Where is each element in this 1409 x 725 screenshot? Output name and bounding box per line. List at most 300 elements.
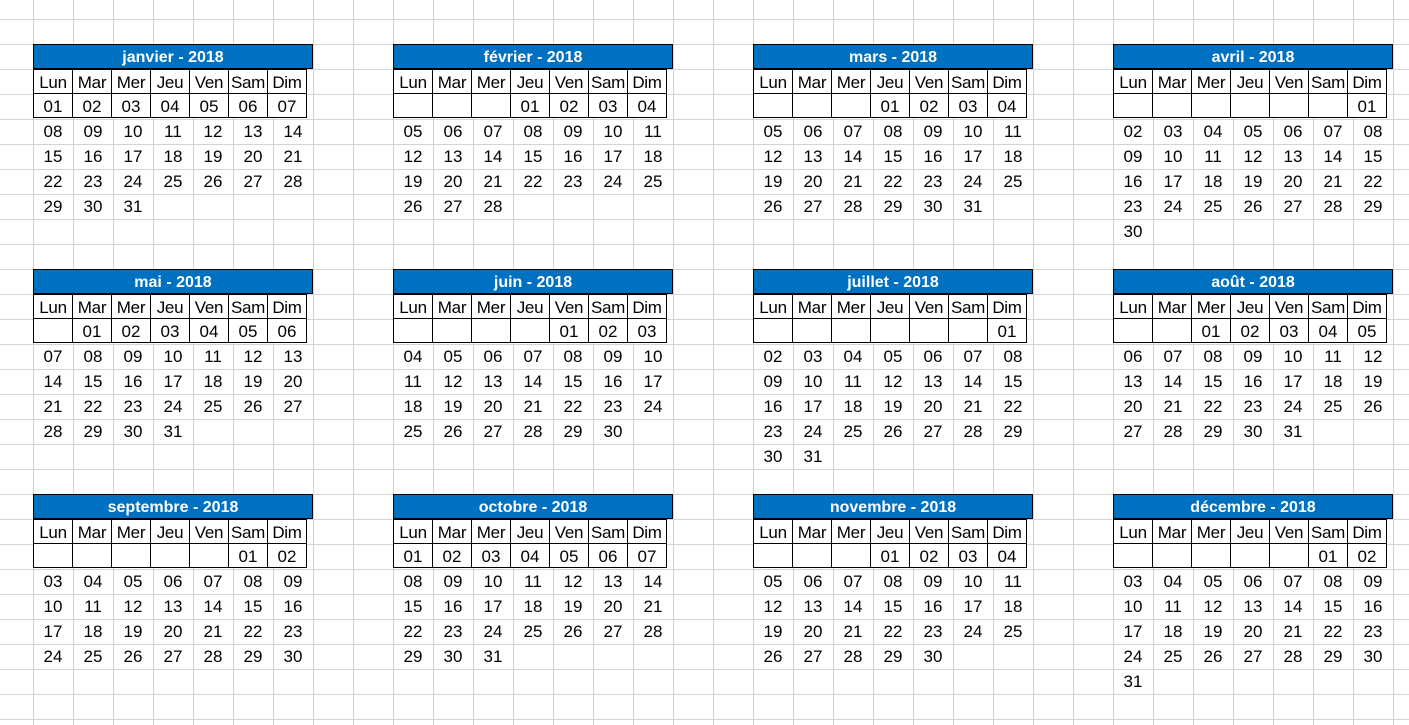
day-cell[interactable]: 22 [1203, 397, 1223, 416]
day-cell[interactable]: 07 [627, 543, 667, 568]
day-cell[interactable] [633, 419, 673, 444]
day-cell[interactable] [753, 93, 793, 118]
day-cell[interactable]: 10 [963, 122, 983, 141]
weekday-header-cell[interactable]: Jeu [870, 69, 910, 94]
day-cell[interactable]: 18 [1203, 172, 1223, 191]
day-cell[interactable]: 16 [1123, 172, 1143, 191]
day-cell[interactable]: 09 [763, 372, 783, 391]
day-cell[interactable] [1269, 543, 1309, 568]
day-cell[interactable]: 27 [163, 647, 183, 666]
day-cell[interactable]: 07 [1283, 572, 1303, 591]
day-cell[interactable]: 25 [163, 172, 183, 191]
day-cell[interactable] [953, 444, 993, 469]
weekday-header-cell[interactable]: Ven [1269, 294, 1309, 319]
day-cell[interactable] [953, 644, 993, 669]
weekday-header-cell[interactable]: Sam [948, 69, 988, 94]
month-title[interactable]: septembre - 2018 [33, 494, 313, 519]
day-cell[interactable]: 19 [203, 147, 223, 166]
day-cell[interactable] [153, 444, 193, 469]
day-cell[interactable]: 01 [393, 543, 433, 568]
day-cell[interactable] [593, 219, 633, 244]
day-cell[interactable] [393, 444, 433, 469]
day-cell[interactable]: 11 [1164, 597, 1182, 616]
day-cell[interactable] [233, 444, 273, 469]
day-cell[interactable]: 08 [403, 572, 423, 591]
day-cell[interactable]: 03 [1163, 122, 1183, 141]
day-cell[interactable]: 23 [563, 172, 583, 191]
day-cell[interactable] [153, 194, 193, 219]
day-cell[interactable] [993, 669, 1033, 694]
day-cell[interactable] [870, 318, 910, 343]
day-cell[interactable]: 06 [228, 93, 268, 118]
month-title[interactable]: août - 2018 [1113, 269, 1393, 294]
day-cell[interactable]: 03 [1123, 572, 1143, 591]
day-cell[interactable]: 15 [1003, 372, 1023, 391]
day-cell[interactable]: 05 [189, 93, 229, 118]
month-title[interactable]: mars - 2018 [753, 44, 1033, 69]
day-cell[interactable]: 12 [123, 597, 143, 616]
day-cell[interactable]: 15 [1323, 597, 1343, 616]
weekday-header-cell[interactable]: Jeu [1230, 519, 1270, 544]
day-cell[interactable]: 12 [763, 147, 783, 166]
day-cell[interactable]: 18 [1003, 147, 1023, 166]
weekday-header-cell[interactable]: Mar [432, 519, 472, 544]
day-cell[interactable] [513, 644, 553, 669]
weekday-header-cell[interactable]: Mer [831, 519, 871, 544]
day-cell[interactable] [993, 644, 1033, 669]
weekday-header-cell[interactable]: Jeu [510, 69, 550, 94]
day-cell[interactable] [471, 93, 511, 118]
weekday-header-cell[interactable]: Mer [111, 69, 151, 94]
day-cell[interactable] [753, 543, 793, 568]
day-cell[interactable]: 01 [1347, 93, 1387, 118]
weekday-header-cell[interactable]: Ven [549, 519, 589, 544]
day-cell[interactable]: 27 [283, 397, 303, 416]
day-cell[interactable]: 20 [803, 622, 823, 641]
day-cell[interactable]: 29 [1003, 422, 1023, 441]
day-cell[interactable]: 03 [111, 93, 151, 118]
weekday-header-cell[interactable]: Lun [1113, 69, 1153, 94]
day-cell[interactable] [111, 543, 151, 568]
day-cell[interactable] [913, 444, 953, 469]
month-title[interactable]: mai - 2018 [33, 269, 313, 294]
day-cell[interactable] [793, 669, 833, 694]
day-cell[interactable] [993, 219, 1033, 244]
weekday-header-cell[interactable]: Sam [588, 519, 628, 544]
day-cell[interactable]: 09 [123, 347, 143, 366]
day-cell[interactable]: 19 [403, 172, 423, 191]
day-cell[interactable]: 23 [923, 172, 943, 191]
month-title[interactable]: décembre - 2018 [1113, 494, 1393, 519]
day-cell[interactable] [513, 669, 553, 694]
day-cell[interactable]: 20 [1123, 397, 1143, 416]
day-cell[interactable]: 17 [483, 597, 503, 616]
day-cell[interactable]: 23 [923, 622, 943, 641]
weekday-header-cell[interactable]: Jeu [1230, 294, 1270, 319]
day-cell[interactable] [1152, 318, 1192, 343]
day-cell[interactable]: 13 [803, 597, 823, 616]
day-cell[interactable] [73, 219, 113, 244]
day-cell[interactable]: 17 [43, 622, 63, 641]
day-cell[interactable]: 04 [150, 93, 190, 118]
day-cell[interactable]: 28 [1283, 647, 1303, 666]
day-cell[interactable]: 07 [1163, 347, 1183, 366]
day-cell[interactable] [1353, 219, 1393, 244]
day-cell[interactable] [273, 419, 313, 444]
day-cell[interactable] [433, 444, 473, 469]
weekday-header-cell[interactable]: Sam [228, 519, 268, 544]
month-title[interactable]: octobre - 2018 [393, 494, 673, 519]
day-cell[interactable]: 28 [963, 422, 983, 441]
weekday-header-cell[interactable]: Mer [111, 294, 151, 319]
day-cell[interactable]: 06 [267, 318, 307, 343]
day-cell[interactable]: 14 [203, 597, 223, 616]
month-title[interactable]: novembre - 2018 [753, 494, 1033, 519]
day-cell[interactable] [1273, 219, 1313, 244]
day-cell[interactable]: 04 [510, 543, 550, 568]
day-cell[interactable] [513, 444, 553, 469]
day-cell[interactable]: 22 [83, 397, 103, 416]
month-title[interactable]: avril - 2018 [1113, 44, 1393, 69]
day-cell[interactable] [1233, 219, 1273, 244]
day-cell[interactable]: 09 [443, 572, 463, 591]
day-cell[interactable] [593, 194, 633, 219]
day-cell[interactable]: 17 [963, 147, 983, 166]
weekday-header-cell[interactable]: Sam [588, 69, 628, 94]
day-cell[interactable]: 11 [1004, 122, 1022, 141]
day-cell[interactable]: 16 [563, 147, 583, 166]
day-cell[interactable]: 04 [1308, 318, 1348, 343]
weekday-header-cell[interactable]: Ven [1269, 69, 1309, 94]
day-cell[interactable]: 19 [1363, 372, 1383, 391]
day-cell[interactable]: 31 [1123, 672, 1143, 691]
day-cell[interactable] [633, 644, 673, 669]
day-cell[interactable] [553, 644, 593, 669]
day-cell[interactable]: 26 [403, 197, 423, 216]
day-cell[interactable] [833, 444, 873, 469]
day-cell[interactable]: 29 [1323, 647, 1343, 666]
day-cell[interactable]: 21 [843, 622, 863, 641]
day-cell[interactable] [953, 219, 993, 244]
day-cell[interactable] [1113, 543, 1153, 568]
day-cell[interactable] [33, 318, 73, 343]
day-cell[interactable]: 14 [1283, 597, 1303, 616]
day-cell[interactable] [432, 318, 472, 343]
day-cell[interactable]: 18 [643, 147, 663, 166]
weekday-header-cell[interactable]: Ven [189, 519, 229, 544]
weekday-header-cell[interactable]: Mer [111, 519, 151, 544]
day-cell[interactable]: 29 [243, 647, 263, 666]
weekday-header-cell[interactable]: Mer [831, 69, 871, 94]
day-cell[interactable]: 20 [1243, 622, 1263, 641]
day-cell[interactable]: 01 [510, 93, 550, 118]
day-cell[interactable]: 13 [1123, 372, 1143, 391]
day-cell[interactable]: 12 [1203, 597, 1223, 616]
day-cell[interactable]: 02 [1347, 543, 1387, 568]
day-cell[interactable]: 10 [1283, 347, 1303, 366]
day-cell[interactable]: 16 [763, 397, 783, 416]
weekday-header-cell[interactable]: Jeu [870, 519, 910, 544]
day-cell[interactable] [33, 219, 73, 244]
day-cell[interactable]: 02 [909, 93, 949, 118]
day-cell[interactable]: 31 [123, 197, 143, 216]
day-cell[interactable]: 22 [1003, 397, 1023, 416]
day-cell[interactable]: 30 [923, 647, 943, 666]
day-cell[interactable]: 16 [123, 372, 143, 391]
day-cell[interactable] [1191, 93, 1231, 118]
day-cell[interactable]: 09 [283, 572, 303, 591]
day-cell[interactable]: 02 [1230, 318, 1270, 343]
day-cell[interactable]: 19 [763, 172, 783, 191]
day-cell[interactable] [513, 219, 553, 244]
day-cell[interactable]: 01 [1191, 318, 1231, 343]
day-cell[interactable]: 22 [523, 172, 543, 191]
day-cell[interactable] [1113, 444, 1153, 469]
day-cell[interactable]: 28 [843, 197, 863, 216]
day-cell[interactable]: 26 [763, 647, 783, 666]
day-cell[interactable]: 25 [1203, 197, 1223, 216]
day-cell[interactable]: 05 [1243, 122, 1263, 141]
weekday-header-cell[interactable]: Jeu [510, 519, 550, 544]
weekday-header-cell[interactable]: Mer [1191, 69, 1231, 94]
day-cell[interactable]: 03 [43, 572, 63, 591]
weekday-header-cell[interactable]: Dim [267, 294, 307, 319]
day-cell[interactable]: 25 [1003, 172, 1023, 191]
day-cell[interactable]: 23 [83, 172, 103, 191]
weekday-header-cell[interactable]: Ven [549, 294, 589, 319]
day-cell[interactable]: 28 [843, 647, 863, 666]
day-cell[interactable]: 07 [843, 572, 863, 591]
day-cell[interactable] [393, 318, 433, 343]
day-cell[interactable]: 20 [283, 372, 303, 391]
day-cell[interactable] [113, 219, 153, 244]
day-cell[interactable] [193, 419, 233, 444]
day-cell[interactable] [873, 669, 913, 694]
day-cell[interactable]: 30 [83, 197, 103, 216]
day-cell[interactable]: 05 [443, 347, 463, 366]
day-cell[interactable] [193, 194, 233, 219]
day-cell[interactable]: 17 [603, 147, 623, 166]
day-cell[interactable]: 02 [549, 93, 589, 118]
day-cell[interactable]: 13 [1243, 597, 1263, 616]
day-cell[interactable]: 04 [83, 572, 103, 591]
day-cell[interactable] [593, 444, 633, 469]
day-cell[interactable]: 05 [763, 572, 783, 591]
day-cell[interactable] [1313, 444, 1353, 469]
day-cell[interactable] [113, 444, 153, 469]
day-cell[interactable] [1153, 219, 1193, 244]
day-cell[interactable] [189, 543, 229, 568]
day-cell[interactable]: 07 [963, 347, 983, 366]
day-cell[interactable]: 01 [33, 93, 73, 118]
day-cell[interactable]: 19 [1243, 172, 1263, 191]
day-cell[interactable]: 10 [483, 572, 503, 591]
day-cell[interactable]: 17 [1163, 172, 1183, 191]
weekday-header-cell[interactable]: Sam [228, 69, 268, 94]
day-cell[interactable]: 26 [123, 647, 143, 666]
day-cell[interactable]: 14 [963, 372, 983, 391]
day-cell[interactable]: 17 [123, 147, 143, 166]
day-cell[interactable] [73, 444, 113, 469]
weekday-header-cell[interactable]: Mar [792, 519, 832, 544]
day-cell[interactable] [913, 669, 953, 694]
day-cell[interactable]: 30 [123, 422, 143, 441]
day-cell[interactable]: 21 [203, 622, 223, 641]
day-cell[interactable]: 06 [588, 543, 628, 568]
day-cell[interactable] [433, 669, 473, 694]
day-cell[interactable]: 13 [283, 347, 303, 366]
day-cell[interactable]: 13 [443, 147, 463, 166]
day-cell[interactable]: 13 [483, 372, 503, 391]
day-cell[interactable]: 04 [987, 543, 1027, 568]
day-cell[interactable]: 29 [563, 422, 583, 441]
day-cell[interactable]: 30 [1243, 422, 1263, 441]
day-cell[interactable]: 28 [1163, 422, 1183, 441]
day-cell[interactable] [1230, 543, 1270, 568]
day-cell[interactable]: 18 [1003, 597, 1023, 616]
day-cell[interactable] [633, 219, 673, 244]
day-cell[interactable] [433, 219, 473, 244]
weekday-header-cell[interactable]: Lun [753, 519, 793, 544]
day-cell[interactable]: 06 [163, 572, 183, 591]
day-cell[interactable] [1308, 93, 1348, 118]
day-cell[interactable] [273, 194, 313, 219]
day-cell[interactable]: 15 [523, 147, 543, 166]
day-cell[interactable] [233, 669, 273, 694]
day-cell[interactable]: 14 [1323, 147, 1343, 166]
day-cell[interactable] [193, 669, 233, 694]
day-cell[interactable]: 12 [883, 372, 903, 391]
day-cell[interactable]: 01 [987, 318, 1027, 343]
day-cell[interactable]: 11 [204, 347, 222, 366]
weekday-header-cell[interactable]: Mar [1152, 519, 1192, 544]
day-cell[interactable]: 23 [763, 422, 783, 441]
day-cell[interactable]: 01 [549, 318, 589, 343]
day-cell[interactable]: 20 [803, 172, 823, 191]
day-cell[interactable]: 04 [843, 347, 863, 366]
day-cell[interactable] [553, 194, 593, 219]
day-cell[interactable]: 29 [1363, 197, 1383, 216]
day-cell[interactable]: 08 [1363, 122, 1383, 141]
day-cell[interactable]: 11 [1324, 347, 1342, 366]
day-cell[interactable]: 27 [243, 172, 263, 191]
weekday-header-cell[interactable]: Dim [627, 69, 667, 94]
day-cell[interactable]: 25 [203, 397, 223, 416]
weekday-header-cell[interactable]: Dim [987, 69, 1027, 94]
day-cell[interactable]: 21 [643, 597, 663, 616]
day-cell[interactable]: 24 [1123, 647, 1143, 666]
day-cell[interactable]: 02 [763, 347, 783, 366]
day-cell[interactable]: 24 [643, 397, 663, 416]
day-cell[interactable]: 20 [603, 597, 623, 616]
weekday-header-cell[interactable]: Mar [792, 69, 832, 94]
weekday-header-cell[interactable]: Dim [627, 519, 667, 544]
day-cell[interactable]: 26 [1363, 397, 1383, 416]
weekday-header-cell[interactable]: Sam [1308, 519, 1348, 544]
day-cell[interactable]: 10 [43, 597, 63, 616]
weekday-header-cell[interactable]: Mar [432, 294, 472, 319]
day-cell[interactable]: 08 [1003, 347, 1023, 366]
day-cell[interactable]: 19 [763, 622, 783, 641]
day-cell[interactable]: 14 [523, 372, 543, 391]
day-cell[interactable]: 09 [1243, 347, 1263, 366]
day-cell[interactable] [913, 219, 953, 244]
day-cell[interactable]: 16 [83, 147, 103, 166]
day-cell[interactable]: 11 [164, 122, 182, 141]
day-cell[interactable]: 11 [1204, 147, 1222, 166]
month-title[interactable]: février - 2018 [393, 44, 673, 69]
day-cell[interactable]: 12 [203, 122, 223, 141]
day-cell[interactable]: 26 [563, 622, 583, 641]
day-cell[interactable]: 11 [844, 372, 862, 391]
day-cell[interactable]: 10 [1163, 147, 1183, 166]
day-cell[interactable]: 30 [283, 647, 303, 666]
day-cell[interactable] [792, 93, 832, 118]
weekday-header-cell[interactable]: Lun [393, 294, 433, 319]
day-cell[interactable]: 31 [803, 447, 823, 466]
day-cell[interactable]: 09 [923, 572, 943, 591]
day-cell[interactable]: 10 [603, 122, 623, 141]
weekday-header-cell[interactable]: Sam [948, 294, 988, 319]
day-cell[interactable]: 28 [43, 422, 63, 441]
day-cell[interactable]: 18 [83, 622, 103, 641]
day-cell[interactable]: 22 [243, 622, 263, 641]
weekday-header-cell[interactable]: Jeu [150, 294, 190, 319]
day-cell[interactable] [792, 318, 832, 343]
day-cell[interactable] [393, 219, 433, 244]
day-cell[interactable]: 20 [443, 172, 463, 191]
day-cell[interactable]: 29 [43, 197, 63, 216]
day-cell[interactable] [633, 194, 673, 219]
day-cell[interactable] [510, 318, 550, 343]
day-cell[interactable]: 15 [243, 597, 263, 616]
day-cell[interactable]: 08 [883, 572, 903, 591]
day-cell[interactable]: 15 [83, 372, 103, 391]
day-cell[interactable]: 23 [283, 622, 303, 641]
day-cell[interactable]: 27 [1123, 422, 1143, 441]
day-cell[interactable] [1153, 444, 1193, 469]
day-cell[interactable]: 02 [72, 93, 112, 118]
weekday-header-cell[interactable]: Mer [831, 294, 871, 319]
day-cell[interactable]: 07 [1323, 122, 1343, 141]
weekday-header-cell[interactable]: Jeu [870, 294, 910, 319]
weekday-header-cell[interactable]: Mer [471, 69, 511, 94]
day-cell[interactable] [873, 219, 913, 244]
day-cell[interactable] [831, 318, 871, 343]
day-cell[interactable] [273, 444, 313, 469]
day-cell[interactable]: 10 [1123, 597, 1143, 616]
day-cell[interactable] [553, 669, 593, 694]
day-cell[interactable]: 25 [403, 422, 423, 441]
day-cell[interactable]: 09 [1363, 572, 1383, 591]
day-cell[interactable]: 16 [603, 372, 623, 391]
day-cell[interactable]: 25 [1003, 622, 1023, 641]
day-cell[interactable]: 15 [1203, 372, 1223, 391]
day-cell[interactable] [1233, 669, 1273, 694]
day-cell[interactable]: 03 [803, 347, 823, 366]
day-cell[interactable] [953, 669, 993, 694]
day-cell[interactable] [233, 194, 273, 219]
day-cell[interactable]: 20 [163, 622, 183, 641]
day-cell[interactable] [793, 219, 833, 244]
day-cell[interactable] [1230, 93, 1270, 118]
day-cell[interactable] [1273, 444, 1313, 469]
day-cell[interactable] [233, 419, 273, 444]
day-cell[interactable]: 22 [883, 622, 903, 641]
day-cell[interactable]: 01 [870, 93, 910, 118]
day-cell[interactable]: 07 [483, 122, 503, 141]
day-cell[interactable]: 14 [643, 572, 663, 591]
